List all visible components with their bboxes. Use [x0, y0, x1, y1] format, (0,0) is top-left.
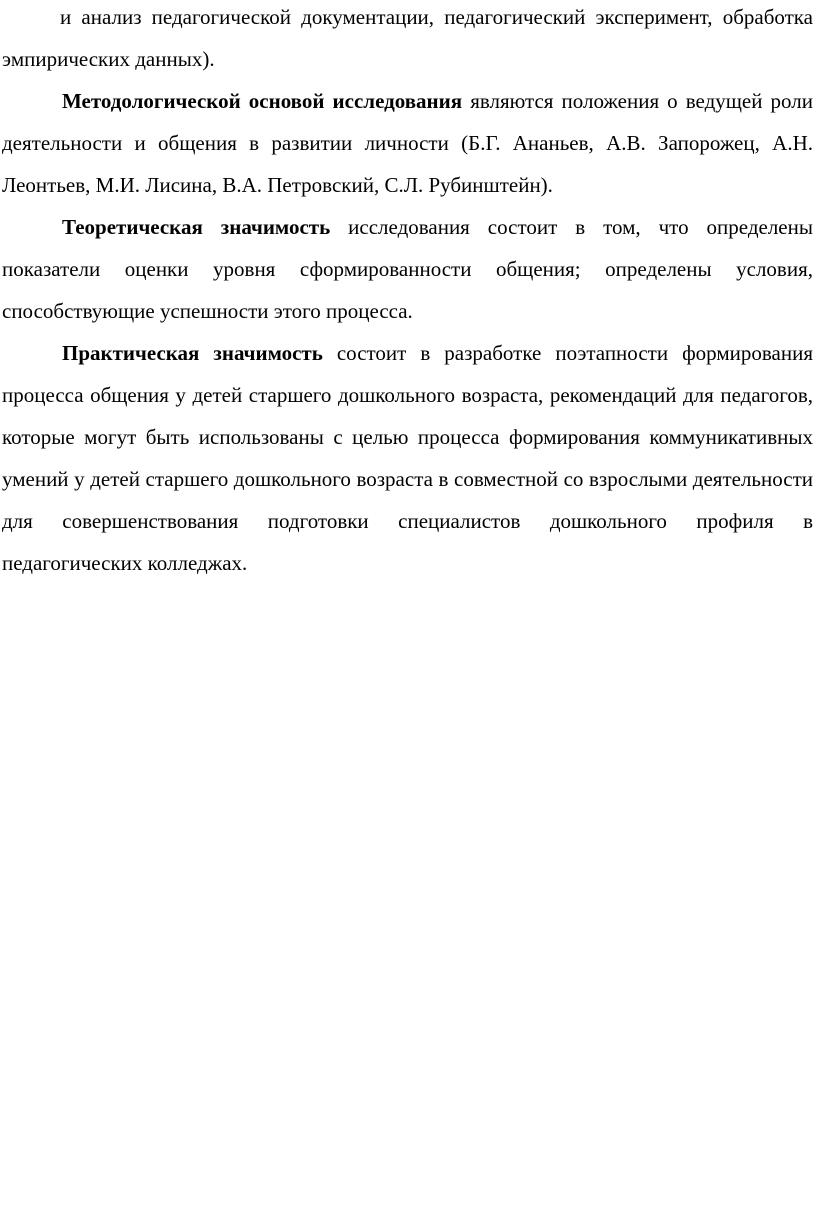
paragraph-text: состоит в разработке поэтапности формирования процесса общения у детей старшего дошкольного возраста, рекомендаций для педагогов, которые могут быть использованы с целью процесса формирования коммуникативных умений у детей старшего дошкольного возраста в совместной со взрослыми деятельности для совершенствования подготовки специалистов дошкольного профиля в педагогических колледжах.: [2, 341, 813, 575]
paragraph-text: являются положения о ведущей роли деятельности и общения в развитии личности (Б.Г. Ананьев, А.В. Запорожец, А.Н. Леонтьев, М.И. Лисина, В.А. Петровский, С.Л. Рубинштейн).: [2, 89, 813, 197]
paragraph-research-methods: [2, 0, 813, 80]
paragraph-practical-significance: [2, 332, 813, 584]
paragraph-theoretical-significance: [2, 206, 813, 332]
bold-term: Теоретическая значимость: [62, 215, 331, 239]
bold-term: Практическая значимость: [62, 341, 323, 365]
paragraph-methodological-basis: [2, 80, 813, 206]
paragraph-text: исследования состоит в том, что определены показатели оценки уровня сформированности общения; определены условия, способствующие успешности этого процесса.: [2, 215, 813, 323]
paragraph-text: и анализ педагогической документации, педагогический эксперимент, обработка эмпирических данных).: [2, 5, 813, 71]
bold-term: Методологической основой исследования: [62, 89, 463, 113]
